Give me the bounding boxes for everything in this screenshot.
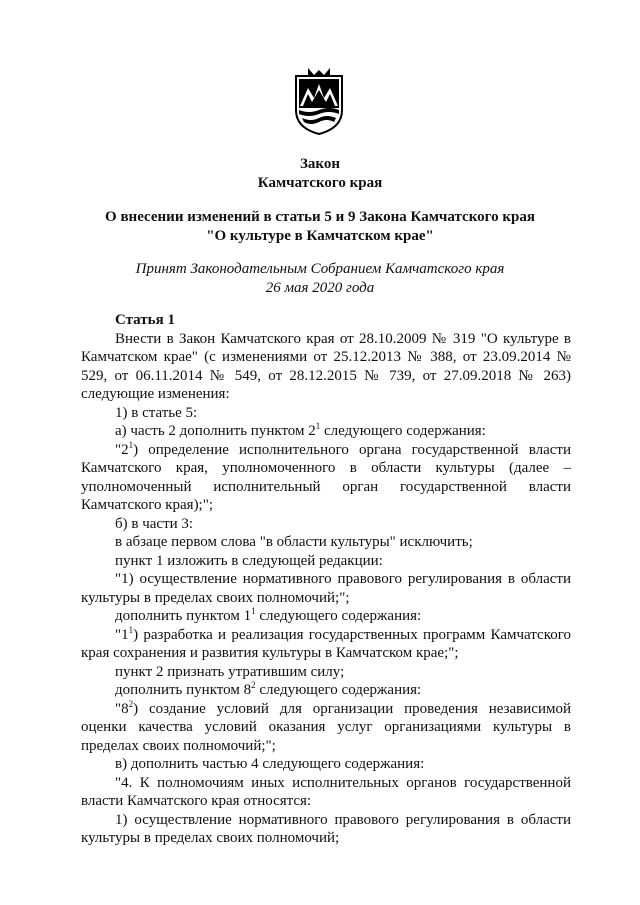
paragraph: "$8^2$) создание условий для организации проведения независимой оценки качества условий оказания услуг организациями культуры в пределах своих полномочий;"; xyxy=(81,698,571,754)
paragraph: дополнить пунктом $1^1$ следующего содержания: xyxy=(115,606,422,624)
article-heading: Статья 1 xyxy=(115,312,175,328)
paragraph: пункт 2 признать утратившим силу; xyxy=(115,663,345,680)
kamchatka-coat-of-arms-icon xyxy=(294,68,344,136)
law-title xyxy=(0,155,640,193)
law-title-line2: Камчатского края xyxy=(257,175,383,191)
adoption-note xyxy=(0,260,640,298)
paragraph: б) в части 3: xyxy=(115,515,194,532)
paragraph: пункт 1 изложить в следующей редакции: xyxy=(115,552,383,569)
paragraph: в) дополнить частью 4 следующего содержания: xyxy=(115,756,425,772)
paragraph: "$1^1$) разработка и реализация государственных программ Камчатского края сохранения и развития культуры в Камчатском крае;"; xyxy=(81,624,571,661)
paragraph: а) часть 2 дополнить пунктом $2^1$ следующего содержания: xyxy=(115,421,486,439)
article-intro: Внести в Закон Камчатского края от 28.10.2009 № 319 "О культуре в Камчатском крае" (с изменениями от 25.12.2013 № 388, от 23.09.2014 № 529, от 06.11.2014 № 549, от 28.12.2015 № 739, от 27.09.2018 № 263) следующие изменения: xyxy=(81,330,571,402)
paragraph: "4. К полномочиям иных исполнительных органов государственной власти Камчатского края относятся: xyxy=(81,774,571,809)
article-body xyxy=(81,311,571,848)
law-title-line1: Закон xyxy=(299,156,340,172)
paragraph: дополнить пунктом $8^2$ следующего содержания: xyxy=(115,680,422,698)
adoption-date: 26 мая 2020 года xyxy=(265,280,375,296)
law-subject-line2: "О культуре в Камчатском крае" xyxy=(206,228,434,244)
law-subject xyxy=(0,208,640,246)
paragraph: в абзаце первом слова "в области культуры" исключить; xyxy=(115,534,473,550)
paragraph: "$2^1$) определение исполнительного органа государственной власти Камчатского края, уполномоченного в области культуры (далее – уполномоченный исполнительный орган государственной власти Камчатского края);"; xyxy=(81,439,571,513)
paragraph: 1) осуществление нормативного правового регулирования в области культуры в пределах своих полномочий; xyxy=(81,811,571,846)
paragraph: 1) в статье 5: xyxy=(115,404,198,421)
adoption-note-line1: Принят Законодательным Собранием Камчатского края xyxy=(135,261,505,277)
paragraph: "1) осуществление нормативного правового регулирования в области культуры в пределах своих полномочий;"; xyxy=(81,571,571,606)
law-subject-line1: О внесении изменений в статьи 5 и 9 Закона Камчатского края xyxy=(105,209,535,225)
